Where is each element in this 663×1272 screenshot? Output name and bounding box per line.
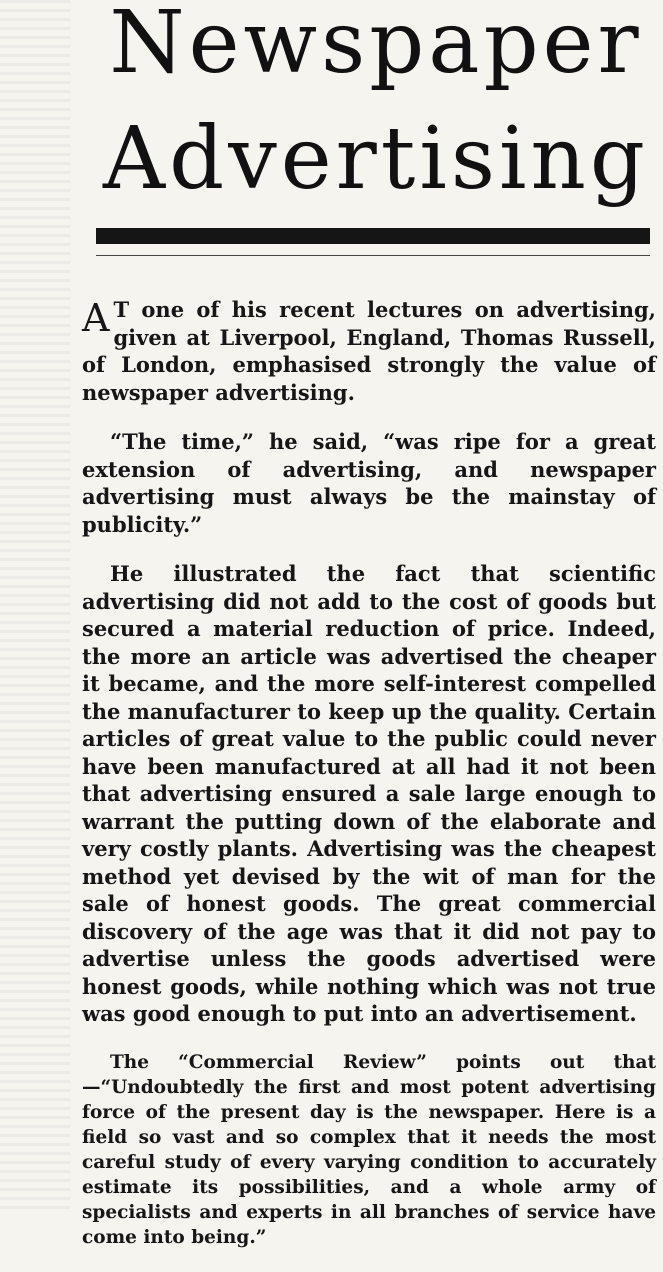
article-body	[82, 296, 656, 1272]
paragraph-1	[82, 296, 656, 406]
paragraph-2: “The time,” he said, “was ripe for a great extension of advertising, and newspaper advertising must always be the mainstay of publicity.”	[82, 429, 656, 537]
drop-cap: A	[82, 296, 110, 340]
headline-rule-thin	[96, 255, 650, 256]
headline-line-1: Newspaper	[109, 0, 643, 93]
paragraph-3: He illustrated the fact that scientific advertising did not add to the cost of goods but secured a material reduction of price. Indeed, the more an article was advertised the cheaper it became, and the more self-interest compelled the manufacturer to keep up the quality. Certain articles of great value to the public could never have been manufactured at all had it not been that advertising ensured a sale large enough to warrant the putting down of the elaborate and very costly plants. Advertising was the cheapest method yet devised by the wit of man for the sale of honest goods. The great commercial discovery of the age was that it did not pay to advertise unless the goods advertised were honest goods, while nothing which was not true was good enough to put into an advertisement.	[82, 561, 656, 1026]
page-margin	[0, 0, 70, 1215]
paragraph-1-text: T one of his recent lectures on advertising, given at Liverpool, England, Thomas Russell, of London, emphasised strongly the value of newspaper advertising.	[82, 297, 656, 405]
headline-rule-thick	[96, 228, 650, 244]
headline-line-2: Advertising	[103, 109, 649, 209]
paragraph-4: The “Commercial Review” points out that—“Undoubtedly the first and most potent advertising force of the present day is the newspaper. Here is a field so vast and so complex that it needs the most careful study of every varying condition to accurately estimate its possibilities, and a whole army of specialists and experts in all branches of service have come into being.”	[82, 1051, 656, 1248]
